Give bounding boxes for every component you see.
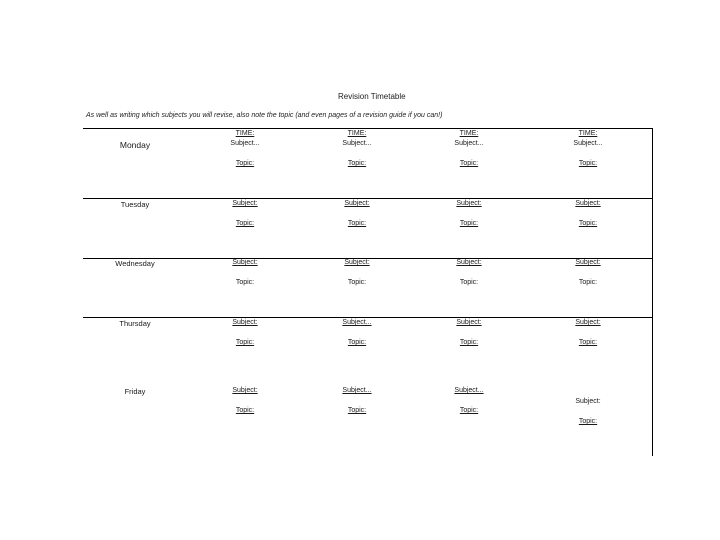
timetable-cell[interactable] (446, 258, 492, 288)
topic-label: Topic: (578, 160, 598, 167)
topic-label: Topic: (347, 160, 367, 167)
day-label-tuesday: Tuesday (120, 200, 150, 209)
subject-label: Subject: (456, 200, 482, 207)
timetable-cell[interactable] (565, 318, 611, 348)
timetable-cell[interactable] (222, 199, 268, 229)
page-title: Revision Timetable (338, 92, 406, 101)
timetable-cell[interactable] (222, 129, 268, 169)
topic-label: Topic: (578, 220, 598, 227)
topic-label: Topic: (459, 407, 479, 414)
time-label: TIME: (578, 130, 598, 137)
subject-label: Subject: (456, 319, 482, 326)
timetable-cell[interactable] (334, 199, 380, 229)
subject-label: Subject: (575, 259, 601, 266)
subject-label: Subject... (454, 387, 484, 394)
topic-label: Topic: (459, 160, 479, 167)
topic-label: Topic: (347, 220, 367, 227)
subject-label: Subject: (575, 200, 601, 207)
topic-label: Topic: (459, 339, 479, 346)
time-label: TIME: (347, 130, 367, 137)
topic-label: Topic: (347, 339, 367, 346)
subject-label: Subject: (344, 259, 370, 266)
subject-label: Subject: (232, 259, 258, 266)
subject-label: Subject: (232, 200, 258, 207)
timetable-cell[interactable] (334, 258, 380, 288)
timetable-cell[interactable] (565, 397, 611, 427)
day-label-thursday: Thursday (119, 319, 151, 328)
day-label-wednesday: Wednesday (115, 259, 155, 268)
topic-label: Topic: (235, 160, 255, 167)
topic-label: Topic: (235, 279, 255, 286)
timetable-cell[interactable] (446, 199, 492, 229)
topic-label: Topic: (235, 407, 255, 414)
timetable-cell[interactable] (446, 129, 492, 169)
time-label: TIME: (459, 130, 479, 137)
timetable-cell[interactable] (446, 386, 492, 416)
timetable-cell[interactable] (222, 386, 268, 416)
topic-label: Topic: (235, 339, 255, 346)
timetable-cell[interactable] (222, 258, 268, 288)
topic-label: Topic: (578, 418, 598, 425)
day-label-monday: Monday (119, 140, 151, 150)
subject-label: Subject... (342, 387, 372, 394)
topic-label: Topic: (578, 279, 598, 286)
topic-label: Topic: (347, 407, 367, 414)
topic-label: Topic: (459, 220, 479, 227)
subject-label: Subject... (454, 140, 484, 147)
table-right-border (652, 128, 653, 456)
subject-label: Subject: (232, 387, 258, 394)
subject-label: Subject... (573, 140, 603, 147)
timetable-cell[interactable] (565, 199, 611, 229)
timetable-cell[interactable] (334, 386, 380, 416)
subject-label: Subject: (232, 319, 258, 326)
topic-label: Topic: (578, 339, 598, 346)
timetable-cell[interactable] (222, 318, 268, 348)
instruction-text: As well as writing which subjects you will revise, also note the topic (and even pages of a revision guide if you can!) (86, 112, 443, 119)
topic-label: Topic: (235, 220, 255, 227)
subject-label: Subject: (344, 200, 370, 207)
subject-label: Subject... (342, 140, 372, 147)
topic-label: Topic: (459, 279, 479, 286)
subject-label: Subject... (342, 319, 372, 326)
day-label-friday: Friday (124, 387, 146, 396)
timetable-cell[interactable] (565, 129, 611, 169)
time-label: TIME: (235, 130, 255, 137)
subject-label: Subject: (456, 259, 482, 266)
timetable-cell[interactable] (334, 318, 380, 348)
timetable-cell[interactable] (565, 258, 611, 288)
subject-label: Subject: (575, 319, 601, 326)
subject-label: Subject... (230, 140, 260, 147)
timetable-cell[interactable] (334, 129, 380, 169)
timetable-cell[interactable] (446, 318, 492, 348)
topic-label: Topic: (347, 279, 367, 286)
subject-label: Subject: (575, 398, 601, 405)
